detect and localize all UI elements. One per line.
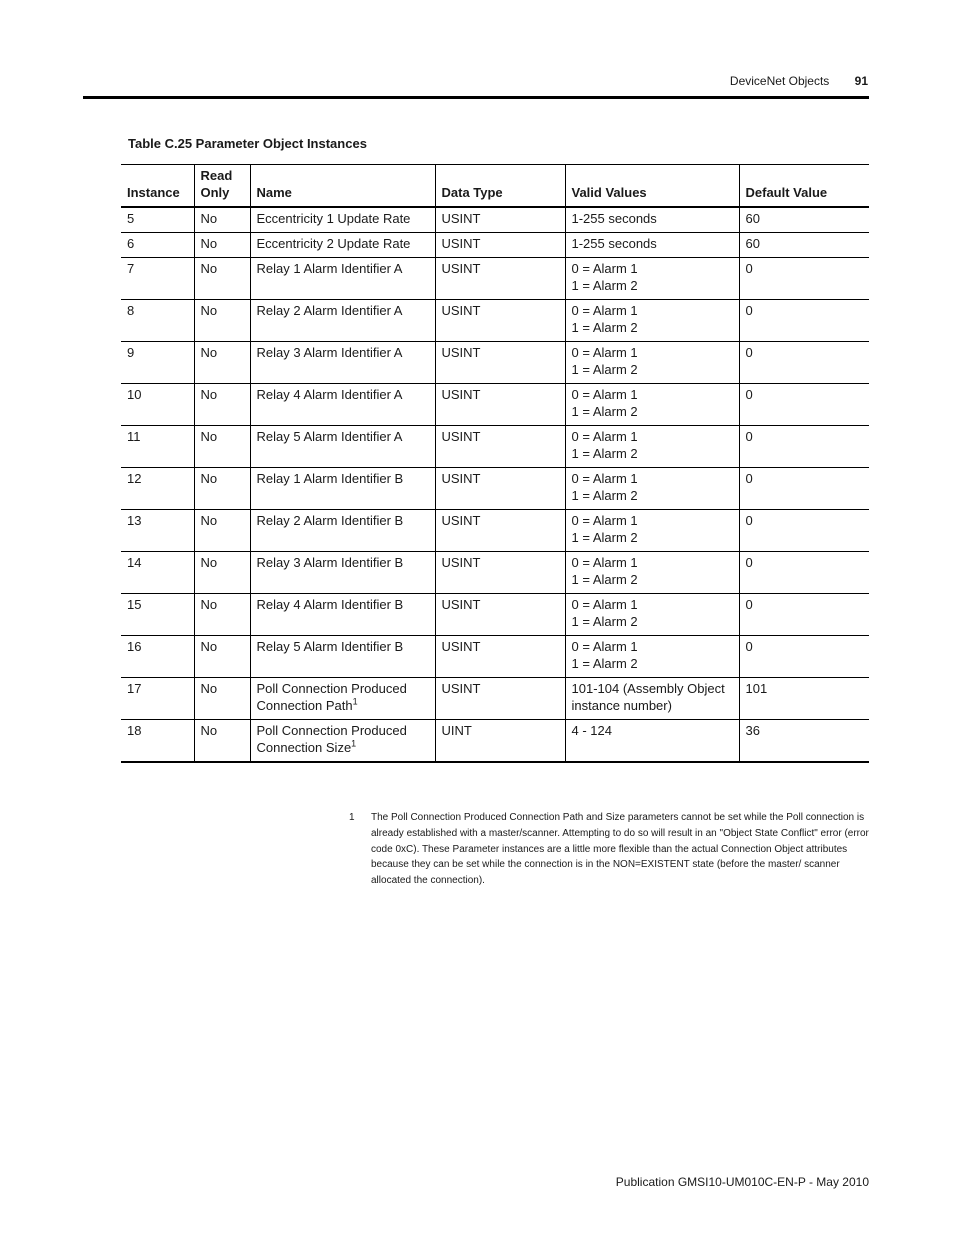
table-row	[121, 636, 869, 678]
cell-instance: 7	[121, 258, 194, 300]
cell-default-value: 0	[739, 258, 869, 300]
cell-data-type: USINT	[435, 594, 565, 636]
cell-name-text: Connection Size	[256, 740, 352, 755]
cell-default-value: 0	[739, 510, 869, 552]
cell-default-value: 0	[739, 300, 869, 342]
cell-name-text: Relay 3 Alarm Identifier B	[256, 555, 404, 570]
table-row	[121, 207, 869, 233]
table-row	[121, 233, 869, 258]
cell-valid-values-text: 1 = Alarm 2	[571, 446, 638, 461]
cell-name	[250, 552, 435, 594]
cell-name-line	[257, 512, 429, 529]
cell-valid-values-text: 4 - 124	[571, 723, 612, 738]
cell-default-value: 60	[739, 233, 869, 258]
cell-data-type: USINT	[435, 300, 565, 342]
cell-data-type: USINT	[435, 342, 565, 384]
cell-valid-values-line	[572, 613, 733, 630]
cell-default-value: 0	[739, 552, 869, 594]
cell-valid-values-line	[572, 386, 733, 403]
publication-footer: Publication GMSI10-UM010C-EN-P - May 2010	[615, 1175, 869, 1189]
table-row	[121, 720, 869, 763]
cell-read-only: No	[194, 384, 250, 426]
cell-valid-values-line	[572, 210, 733, 227]
header-section-title: DeviceNet Objects	[729, 74, 830, 88]
cell-valid-values-line	[572, 571, 733, 588]
cell-instance: 18	[121, 720, 194, 763]
cell-valid-values-line	[572, 319, 733, 336]
footnote-text: The Poll Connection Produced Connection Path and Size parameters cannot be set while the Poll connection is already established with a master/scanner. Attempting to do so will result in an "Object State Conflict" error (error code 0xC). These Parameter instances are a little more flexible than the actual Connection Object attributes because they can be set while the connection is in the NON=EXISTENT state (before the master/ scanner allocated the connection).	[371, 812, 869, 887]
cell-default-value: 36	[739, 720, 869, 763]
cell-name	[250, 678, 435, 720]
cell-valid-values-line	[572, 722, 733, 739]
cell-instance: 12	[121, 468, 194, 510]
cell-name-line	[257, 386, 429, 403]
cell-name-text: Relay 5 Alarm Identifier A	[256, 429, 403, 444]
cell-instance: 13	[121, 510, 194, 552]
cell-data-type: USINT	[435, 258, 565, 300]
cell-valid-values-line	[572, 655, 733, 672]
cell-valid-values-text: instance number)	[571, 698, 672, 713]
cell-name-line	[257, 428, 429, 445]
cell-name-text: Eccentricity 1 Update Rate	[256, 211, 411, 226]
cell-default-value: 0	[739, 342, 869, 384]
cell-name-line	[257, 235, 429, 252]
cell-instance: 8	[121, 300, 194, 342]
column-header-default-value: Default Value	[739, 165, 869, 208]
table-row	[121, 300, 869, 342]
cell-name	[250, 636, 435, 678]
cell-name-text: Relay 4 Alarm Identifier A	[256, 387, 403, 402]
cell-name-text: Relay 3 Alarm Identifier A	[256, 345, 403, 360]
table-row	[121, 594, 869, 636]
cell-read-only: No	[194, 468, 250, 510]
cell-data-type: USINT	[435, 426, 565, 468]
cell-valid-values-line	[572, 470, 733, 487]
header-rule	[83, 96, 869, 99]
cell-name-text: Relay 2 Alarm Identifier A	[256, 303, 403, 318]
column-header-instance: Instance	[121, 165, 194, 208]
cell-name-text: Relay 1 Alarm Identifier B	[256, 471, 404, 486]
cell-valid-values-text: 1 = Alarm 2	[571, 614, 638, 629]
cell-valid-values-line	[572, 403, 733, 420]
cell-name	[250, 594, 435, 636]
cell-valid-values-line	[572, 529, 733, 546]
cell-data-type: USINT	[435, 207, 565, 233]
cell-valid-values-line	[572, 638, 733, 655]
column-header-valid-values: Valid Values	[565, 165, 739, 208]
cell-instance: 16	[121, 636, 194, 678]
table-row	[121, 678, 869, 720]
footnote-reference: 1	[352, 696, 358, 707]
cell-read-only: No	[194, 207, 250, 233]
cell-name-line	[257, 554, 429, 571]
cell-read-only: No	[194, 342, 250, 384]
cell-valid-values	[565, 207, 739, 233]
table-row	[121, 552, 869, 594]
table-row	[121, 258, 869, 300]
cell-name-text: Relay 1 Alarm Identifier A	[256, 261, 403, 276]
cell-valid-values-line	[572, 697, 733, 714]
cell-valid-values	[565, 678, 739, 720]
table-header-row	[121, 165, 869, 208]
cell-valid-values-text: 0 = Alarm 1	[571, 303, 638, 318]
cell-valid-values-line	[572, 596, 733, 613]
cell-name	[250, 720, 435, 763]
cell-valid-values-line	[572, 277, 733, 294]
cell-valid-values-line	[572, 554, 733, 571]
cell-read-only: No	[194, 233, 250, 258]
cell-valid-values	[565, 233, 739, 258]
cell-valid-values-text: 0 = Alarm 1	[571, 555, 638, 570]
cell-valid-values-line	[572, 487, 733, 504]
cell-valid-values-text: 1-255 seconds	[571, 211, 657, 226]
cell-read-only: No	[194, 300, 250, 342]
table-body	[121, 207, 869, 762]
cell-valid-values-text: 1 = Alarm 2	[571, 530, 638, 545]
cell-valid-values	[565, 342, 739, 384]
cell-name-text: Relay 2 Alarm Identifier B	[256, 513, 404, 528]
cell-instance: 9	[121, 342, 194, 384]
footnote-marker: 1	[349, 812, 355, 823]
cell-name-line	[257, 302, 429, 319]
cell-read-only: No	[194, 678, 250, 720]
cell-valid-values-text: 0 = Alarm 1	[571, 261, 638, 276]
cell-name	[250, 426, 435, 468]
cell-valid-values-text: 0 = Alarm 1	[571, 639, 638, 654]
cell-name	[250, 510, 435, 552]
cell-name-line	[257, 470, 429, 487]
cell-name-line	[257, 697, 429, 714]
cell-valid-values	[565, 594, 739, 636]
cell-valid-values-text: 0 = Alarm 1	[571, 513, 638, 528]
table-row	[121, 342, 869, 384]
cell-instance: 17	[121, 678, 194, 720]
cell-read-only: No	[194, 720, 250, 763]
cell-valid-values-text: 1-255 seconds	[571, 236, 657, 251]
cell-data-type: USINT	[435, 384, 565, 426]
cell-valid-values	[565, 720, 739, 763]
cell-name-text: Relay 4 Alarm Identifier B	[256, 597, 404, 612]
cell-valid-values	[565, 258, 739, 300]
cell-valid-values-text: 1 = Alarm 2	[571, 278, 638, 293]
cell-default-value: 101	[739, 678, 869, 720]
cell-valid-values-line	[572, 680, 733, 697]
cell-valid-values-text: 1 = Alarm 2	[571, 656, 638, 671]
cell-name-text: Connection Path	[256, 698, 353, 713]
cell-instance: 10	[121, 384, 194, 426]
cell-valid-values-line	[572, 361, 733, 378]
cell-default-value: 0	[739, 426, 869, 468]
cell-data-type: USINT	[435, 678, 565, 720]
cell-read-only: No	[194, 510, 250, 552]
cell-name-line	[257, 680, 429, 697]
column-header-read-only-line: Read	[200, 168, 233, 183]
cell-name-line	[257, 638, 429, 655]
column-header-data-type: Data Type	[435, 165, 565, 208]
cell-instance: 14	[121, 552, 194, 594]
cell-valid-values	[565, 426, 739, 468]
cell-name-line	[257, 722, 429, 739]
cell-data-type: USINT	[435, 510, 565, 552]
column-header-read-only	[194, 165, 250, 208]
cell-name-line	[257, 344, 429, 361]
footnote	[349, 810, 871, 889]
cell-name-text: Eccentricity 2 Update Rate	[256, 236, 411, 251]
cell-valid-values-text: 1 = Alarm 2	[571, 488, 638, 503]
cell-valid-values-text: 1 = Alarm 2	[571, 320, 638, 335]
cell-name-line	[257, 260, 429, 277]
page-number: 91	[854, 74, 868, 88]
cell-data-type: UINT	[435, 720, 565, 763]
column-header-read-only-line: Only	[200, 185, 230, 200]
cell-valid-values-line	[572, 302, 733, 319]
cell-valid-values-line	[572, 260, 733, 277]
cell-name	[250, 258, 435, 300]
cell-name-line	[257, 596, 429, 613]
cell-name	[250, 384, 435, 426]
column-header-name: Name	[250, 165, 435, 208]
parameter-object-instances-table	[121, 164, 869, 763]
cell-name-text: Poll Connection Produced	[256, 723, 407, 738]
cell-name-line	[257, 210, 429, 227]
cell-valid-values-line	[572, 344, 733, 361]
cell-valid-values	[565, 384, 739, 426]
cell-read-only: No	[194, 594, 250, 636]
cell-data-type: USINT	[435, 552, 565, 594]
cell-name	[250, 233, 435, 258]
cell-valid-values-text: 1 = Alarm 2	[571, 572, 638, 587]
cell-valid-values-text: 0 = Alarm 1	[571, 471, 638, 486]
cell-name-line	[257, 739, 429, 756]
table-row	[121, 468, 869, 510]
cell-valid-values-text: 0 = Alarm 1	[571, 387, 638, 402]
cell-read-only: No	[194, 258, 250, 300]
cell-default-value: 0	[739, 384, 869, 426]
cell-valid-values-text: 1 = Alarm 2	[571, 362, 638, 377]
cell-default-value: 0	[739, 594, 869, 636]
cell-instance: 15	[121, 594, 194, 636]
cell-name	[250, 342, 435, 384]
cell-name-text: Relay 5 Alarm Identifier B	[256, 639, 404, 654]
cell-valid-values	[565, 510, 739, 552]
cell-name-text: Poll Connection Produced	[256, 681, 407, 696]
running-header	[730, 74, 868, 88]
cell-valid-values-line	[572, 445, 733, 462]
cell-read-only: No	[194, 552, 250, 594]
table-caption: Table C.25 Parameter Object Instances	[128, 136, 367, 151]
table-row	[121, 426, 869, 468]
cell-valid-values	[565, 636, 739, 678]
footnote-reference: 1	[351, 738, 357, 749]
table-row	[121, 510, 869, 552]
cell-valid-values-text: 0 = Alarm 1	[571, 429, 638, 444]
cell-default-value: 0	[739, 468, 869, 510]
cell-default-value: 60	[739, 207, 869, 233]
cell-valid-values-text: 0 = Alarm 1	[571, 597, 638, 612]
cell-name	[250, 207, 435, 233]
cell-instance: 6	[121, 233, 194, 258]
cell-valid-values-line	[572, 235, 733, 252]
cell-valid-values-text: 0 = Alarm 1	[571, 345, 638, 360]
table-row	[121, 384, 869, 426]
cell-data-type: USINT	[435, 233, 565, 258]
cell-default-value: 0	[739, 636, 869, 678]
cell-instance: 11	[121, 426, 194, 468]
cell-valid-values	[565, 300, 739, 342]
cell-valid-values-line	[572, 428, 733, 445]
cell-valid-values	[565, 468, 739, 510]
cell-valid-values-text: 101-104 (Assembly Object	[571, 681, 725, 696]
cell-read-only: No	[194, 636, 250, 678]
cell-instance: 5	[121, 207, 194, 233]
cell-name	[250, 300, 435, 342]
cell-data-type: USINT	[435, 636, 565, 678]
cell-data-type: USINT	[435, 468, 565, 510]
cell-valid-values-line	[572, 512, 733, 529]
cell-valid-values	[565, 552, 739, 594]
cell-read-only: No	[194, 426, 250, 468]
cell-name	[250, 468, 435, 510]
cell-valid-values-text: 1 = Alarm 2	[571, 404, 638, 419]
